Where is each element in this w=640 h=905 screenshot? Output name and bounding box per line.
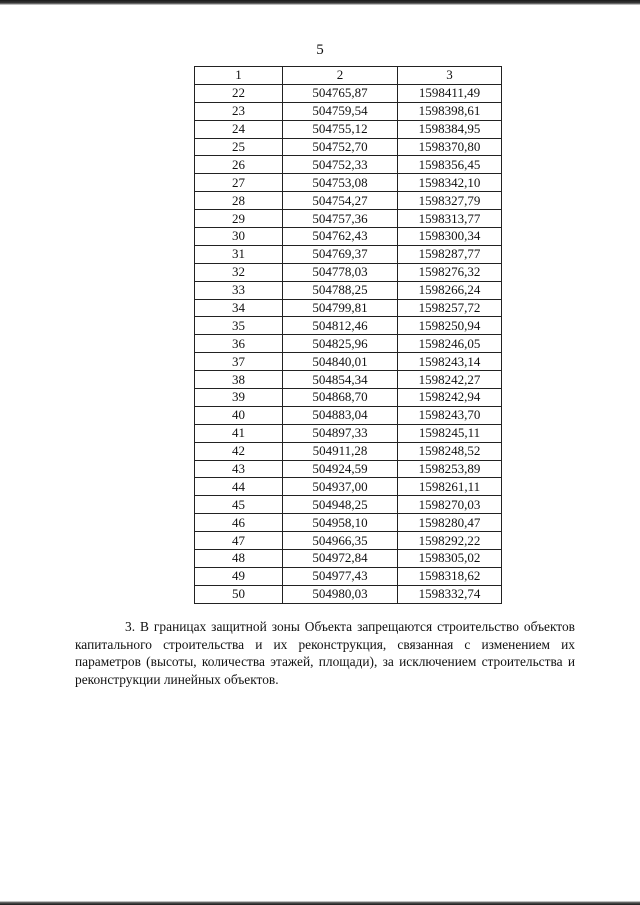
cell-y-coordinate: 1598327,79 [398, 192, 502, 210]
cell-point-number: 31 [195, 245, 283, 263]
cell-y-coordinate: 1598356,45 [398, 156, 502, 174]
table-row [195, 245, 502, 263]
cell-x-coordinate: 504883,04 [283, 406, 398, 424]
table-row [195, 389, 502, 407]
cell-x-coordinate: 504788,25 [283, 281, 398, 299]
table-row [195, 424, 502, 442]
cell-x-coordinate: 504765,87 [283, 84, 398, 102]
cell-y-coordinate: 1598246,05 [398, 335, 502, 353]
scan-edge-bottom [0, 901, 640, 905]
cell-point-number: 44 [195, 478, 283, 496]
cell-point-number: 50 [195, 585, 283, 603]
cell-y-coordinate: 1598257,72 [398, 299, 502, 317]
cell-x-coordinate: 504812,46 [283, 317, 398, 335]
cell-point-number: 24 [195, 120, 283, 138]
cell-point-number: 25 [195, 138, 283, 156]
table-row [195, 192, 502, 210]
cell-x-coordinate: 504799,81 [283, 299, 398, 317]
cell-x-coordinate: 504966,35 [283, 532, 398, 550]
cell-x-coordinate: 504754,27 [283, 192, 398, 210]
column-header-x: 2 [283, 67, 398, 85]
cell-y-coordinate: 1598342,10 [398, 174, 502, 192]
cell-y-coordinate: 1598276,32 [398, 263, 502, 281]
table-row [195, 299, 502, 317]
cell-point-number: 36 [195, 335, 283, 353]
cell-x-coordinate: 504825,96 [283, 335, 398, 353]
cell-y-coordinate: 1598261,11 [398, 478, 502, 496]
table-row [195, 120, 502, 138]
cell-y-coordinate: 1598270,03 [398, 496, 502, 514]
cell-x-coordinate: 504752,70 [283, 138, 398, 156]
table-row [195, 353, 502, 371]
cell-y-coordinate: 1598300,34 [398, 228, 502, 246]
cell-point-number: 26 [195, 156, 283, 174]
cell-x-coordinate: 504778,03 [283, 263, 398, 281]
cell-y-coordinate: 1598305,02 [398, 550, 502, 568]
cell-point-number: 27 [195, 174, 283, 192]
cell-x-coordinate: 504769,37 [283, 245, 398, 263]
table-body [195, 84, 502, 603]
table-row [195, 460, 502, 478]
cell-y-coordinate: 1598398,61 [398, 102, 502, 120]
coordinates-table [194, 66, 502, 604]
cell-y-coordinate: 1598250,94 [398, 317, 502, 335]
cell-y-coordinate: 1598248,52 [398, 442, 502, 460]
cell-x-coordinate: 504755,12 [283, 120, 398, 138]
cell-x-coordinate: 504937,00 [283, 478, 398, 496]
cell-y-coordinate: 1598411,49 [398, 84, 502, 102]
cell-point-number: 35 [195, 317, 283, 335]
cell-point-number: 47 [195, 532, 283, 550]
cell-y-coordinate: 1598245,11 [398, 424, 502, 442]
table-row [195, 532, 502, 550]
cell-point-number: 37 [195, 353, 283, 371]
cell-x-coordinate: 504977,43 [283, 567, 398, 585]
restriction-paragraph: 3. В границах защитной зоны Объекта запрещаются строительство объектов капитального строительства и их реконструкция, связанная с изменением их параметров (высоты, количества этажей, площади), за исключением строительства и реконструкции линейных объектов. [75, 619, 575, 687]
cell-point-number: 42 [195, 442, 283, 460]
table-row [195, 585, 502, 603]
cell-x-coordinate: 504762,43 [283, 228, 398, 246]
cell-point-number: 22 [195, 84, 283, 102]
cell-x-coordinate: 504958,10 [283, 514, 398, 532]
column-header-point-number: 1 [195, 67, 283, 85]
table-row [195, 138, 502, 156]
table-row [195, 550, 502, 568]
cell-y-coordinate: 1598313,77 [398, 210, 502, 228]
table-row [195, 210, 502, 228]
cell-point-number: 30 [195, 228, 283, 246]
cell-x-coordinate: 504840,01 [283, 353, 398, 371]
cell-point-number: 46 [195, 514, 283, 532]
cell-point-number: 38 [195, 371, 283, 389]
table-row [195, 84, 502, 102]
cell-y-coordinate: 1598280,47 [398, 514, 502, 532]
cell-y-coordinate: 1598242,27 [398, 371, 502, 389]
cell-y-coordinate: 1598287,77 [398, 245, 502, 263]
table-row [195, 371, 502, 389]
cell-y-coordinate: 1598318,62 [398, 567, 502, 585]
cell-y-coordinate: 1598243,70 [398, 406, 502, 424]
cell-y-coordinate: 1598370,80 [398, 138, 502, 156]
cell-point-number: 29 [195, 210, 283, 228]
table-row [195, 317, 502, 335]
table-header-row [195, 67, 502, 85]
cell-y-coordinate: 1598242,94 [398, 389, 502, 407]
cell-x-coordinate: 504868,70 [283, 389, 398, 407]
cell-point-number: 28 [195, 192, 283, 210]
cell-y-coordinate: 1598332,74 [398, 585, 502, 603]
cell-point-number: 43 [195, 460, 283, 478]
cell-x-coordinate: 504757,36 [283, 210, 398, 228]
cell-x-coordinate: 504759,54 [283, 102, 398, 120]
cell-point-number: 45 [195, 496, 283, 514]
cell-x-coordinate: 504948,25 [283, 496, 398, 514]
cell-y-coordinate: 1598266,24 [398, 281, 502, 299]
cell-point-number: 39 [195, 389, 283, 407]
cell-point-number: 32 [195, 263, 283, 281]
table-row [195, 478, 502, 496]
cell-y-coordinate: 1598292,22 [398, 532, 502, 550]
cell-y-coordinate: 1598253,89 [398, 460, 502, 478]
cell-x-coordinate: 504980,03 [283, 585, 398, 603]
cell-point-number: 34 [195, 299, 283, 317]
table-row [195, 567, 502, 585]
scan-edge-top [0, 0, 640, 5]
page-number: 5 [316, 42, 324, 58]
cell-x-coordinate: 504753,08 [283, 174, 398, 192]
table-row [195, 174, 502, 192]
cell-x-coordinate: 504752,33 [283, 156, 398, 174]
cell-point-number: 41 [195, 424, 283, 442]
table-row [195, 514, 502, 532]
cell-y-coordinate: 1598384,95 [398, 120, 502, 138]
table-row [195, 281, 502, 299]
cell-point-number: 48 [195, 550, 283, 568]
table-row [195, 228, 502, 246]
table-row [195, 156, 502, 174]
table-row [195, 335, 502, 353]
cell-x-coordinate: 504972,84 [283, 550, 398, 568]
cell-point-number: 40 [195, 406, 283, 424]
cell-x-coordinate: 504924,59 [283, 460, 398, 478]
cell-point-number: 49 [195, 567, 283, 585]
cell-x-coordinate: 504897,33 [283, 424, 398, 442]
table-row [195, 263, 502, 281]
cell-x-coordinate: 504911,28 [283, 442, 398, 460]
cell-y-coordinate: 1598243,14 [398, 353, 502, 371]
column-header-y: 3 [398, 67, 502, 85]
cell-x-coordinate: 504854,34 [283, 371, 398, 389]
cell-point-number: 33 [195, 281, 283, 299]
cell-point-number: 23 [195, 102, 283, 120]
table-row [195, 442, 502, 460]
table-row [195, 102, 502, 120]
table-row [195, 496, 502, 514]
table-row [195, 406, 502, 424]
